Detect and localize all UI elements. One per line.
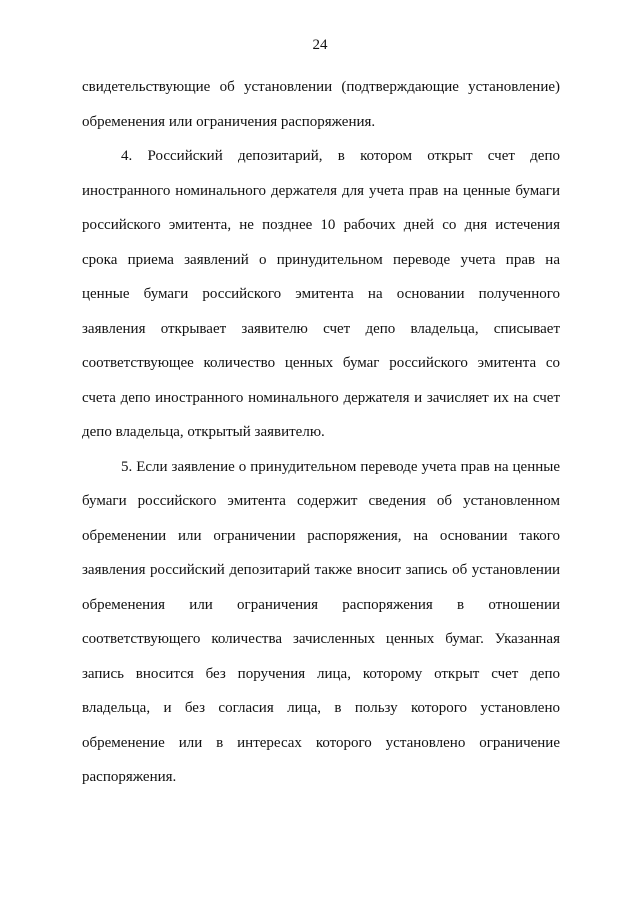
text-line: запись вносится без поручения лица, которому открыт счет депо (82, 665, 560, 682)
text-line: обременении или ограничении распоряжения, на основании такого (82, 527, 560, 544)
text-line: обременения или ограничения распоряжения в отношении (82, 596, 560, 613)
text-line: распоряжения. (82, 769, 177, 785)
text-line: срока приема заявлений о принудительном переводе учета прав на (82, 251, 560, 268)
text-line: иностранного номинального держателя для учета прав на ценные бумаги (82, 182, 560, 199)
text-line: 4. Российский депозитарий, в котором открыт счет депо (121, 148, 560, 164)
text-line: российского эмитента, не позднее 10 рабочих дней со дня истечения (82, 217, 560, 233)
text-line: заявления открывает заявителю счет депо владельца, списывает (82, 320, 560, 337)
paragraph-continuation (82, 70, 560, 139)
text-line: заявления российский депозитарий также вносит запись об установлении (82, 562, 560, 578)
text-line: владельца, и без согласия лица, в пользу которого установлено (82, 700, 560, 716)
text-line: обременение или в интересах которого установлено ограничение (82, 734, 560, 751)
text-line: 5. Если заявление о принудительном переводе учета прав на ценные (121, 458, 560, 475)
text-line: бумаги российского эмитента содержит сведения об установленном (82, 493, 560, 509)
text-line: депо владельца, открытый заявителю. (82, 424, 325, 440)
document-body (82, 70, 560, 795)
text-line: соответствующего количества зачисленных ценных бумаг. Указанная (82, 631, 560, 647)
text-line: свидетельствующие об установлении (подтверждающие установление) (82, 79, 560, 95)
page-number: 24 (312, 37, 328, 53)
text-line: счета депо иностранного номинального держателя и зачисляет их на счет (82, 389, 560, 406)
paragraph-4 (82, 139, 560, 450)
text-line: обременения или ограничения распоряжения. (82, 113, 376, 130)
text-line: соответствующее количество ценных бумаг российского эмитента со (82, 355, 560, 371)
text-line: ценные бумаги российского эмитента на основании полученного (82, 286, 560, 302)
paragraph-5 (82, 450, 560, 795)
